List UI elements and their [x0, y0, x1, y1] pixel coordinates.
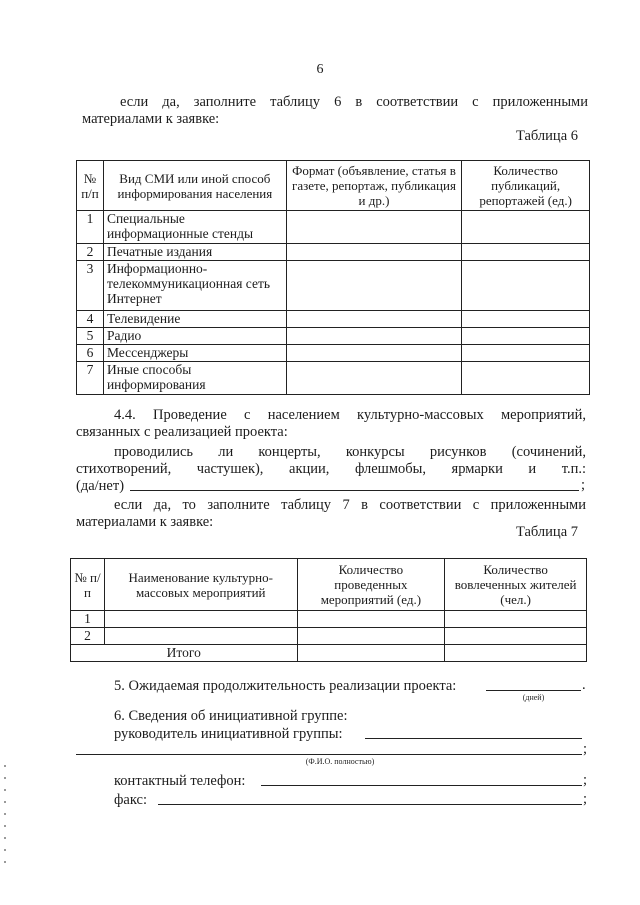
event-count-cell[interactable]: [297, 611, 445, 628]
row-num: 6: [77, 345, 104, 362]
row-num: 3: [77, 261, 104, 311]
table-header-row: [71, 559, 587, 611]
events-fill-instruction: если да, то заполните таблицу 7 в соответствии с приложенными: [114, 497, 586, 513]
count-cell[interactable]: [462, 328, 590, 345]
total-people-count-cell[interactable]: [445, 645, 587, 662]
count-cell[interactable]: [462, 261, 590, 311]
table-header-row: [77, 161, 590, 211]
header-format: Формат (объявление, статья в газете, репортаж, публикация и др.): [286, 161, 462, 211]
total-row: [71, 645, 587, 662]
table-row: [77, 261, 590, 311]
media-table: [76, 160, 590, 395]
page-number: 6: [316, 62, 324, 77]
event-name-cell[interactable]: [104, 628, 297, 645]
header-publication-count: Количество публикаций, репортажей (ед.): [462, 161, 590, 211]
events-answer-label: (да/нет): [76, 478, 125, 494]
events-table: [70, 558, 587, 662]
events-answer-field[interactable]: [130, 490, 579, 491]
header-num: № п/п: [77, 161, 104, 211]
table-6-label: Таблица 6: [515, 128, 578, 144]
header-media-type: Вид СМИ или иной способ информирования населения: [103, 161, 286, 211]
table-row: [77, 311, 590, 328]
row-media-type: Радио: [103, 328, 286, 345]
leader-end: ;: [583, 741, 588, 757]
header-people-count: Количество вовлеченных жителей (чел.): [445, 559, 587, 611]
table-row: [71, 628, 587, 645]
header-event-count: Количество проведенных мероприятий (ед.): [297, 559, 445, 611]
people-count-cell[interactable]: [445, 611, 587, 628]
row-num: 1: [77, 211, 104, 244]
format-cell[interactable]: [286, 244, 462, 261]
row-media-type: Информационно-телекоммуникационная сеть Интернет: [103, 261, 286, 311]
events-fill-instruction-cont: материалами к заявке:: [76, 514, 214, 530]
phone-field[interactable]: [261, 785, 582, 786]
row-num: 1: [71, 611, 105, 628]
format-cell[interactable]: [286, 311, 462, 328]
event-count-cell[interactable]: [297, 628, 445, 645]
row-media-type: Мессенджеры: [103, 345, 286, 362]
row-num: 2: [77, 244, 104, 261]
leader-name-field-cont[interactable]: [76, 754, 582, 755]
count-cell[interactable]: [462, 311, 590, 328]
format-cell[interactable]: [286, 211, 462, 244]
format-cell[interactable]: [286, 261, 462, 311]
duration-end: .: [582, 677, 586, 693]
table-7-label: Таблица 7: [515, 524, 578, 540]
leader-name-field[interactable]: [365, 738, 582, 739]
row-media-type: Печатные издания: [103, 244, 286, 261]
format-cell[interactable]: [286, 328, 462, 345]
fio-hint: (Ф.И.О. полностью): [305, 757, 375, 766]
fax-end: ;: [583, 791, 588, 807]
count-cell[interactable]: [462, 244, 590, 261]
row-num: 7: [77, 362, 104, 395]
row-media-type: Иные способы информирования: [103, 362, 286, 395]
events-question: проводились ли концерты, конкурсы рисунков (сочинений,: [114, 444, 586, 460]
table-row: [77, 345, 590, 362]
count-cell[interactable]: [462, 362, 590, 395]
media-fill-instruction-cont: материалами к заявке:: [82, 111, 220, 127]
table-row: [71, 611, 587, 628]
row-media-type: Специальные информационные стенды: [103, 211, 286, 244]
row-num: 4: [77, 311, 104, 328]
total-event-count-cell[interactable]: [297, 645, 445, 662]
row-media-type: Телевидение: [103, 311, 286, 328]
fax-label: факс:: [114, 792, 147, 808]
table-row: [77, 244, 590, 261]
count-cell[interactable]: [462, 211, 590, 244]
media-fill-instruction: если да, заполните таблицу 6 в соответствии с приложенными: [120, 94, 588, 110]
table-row: [77, 211, 590, 244]
table-row: [77, 328, 590, 345]
table-row: [77, 362, 590, 395]
section-4-4-heading: 4.4. Проведение с населением культурно-массовых мероприятий,: [114, 407, 586, 423]
section-4-4-heading-cont: связанных с реализацией проекта:: [76, 424, 288, 440]
events-question-cont: стихотворений, частушек), акции, флешмобы, ярмарки и т.п.:: [76, 461, 586, 477]
event-name-cell[interactable]: [104, 611, 297, 628]
row-num: 5: [77, 328, 104, 345]
count-cell[interactable]: [462, 345, 590, 362]
people-count-cell[interactable]: [445, 628, 587, 645]
phone-label: контактный телефон:: [114, 773, 246, 789]
phone-end: ;: [583, 772, 588, 788]
duration-label: 5. Ожидаемая продолжительность реализации проекта:: [114, 678, 457, 694]
leader-label: руководитель инициативной группы:: [114, 726, 343, 742]
header-event-name: Наименование культурно-массовых мероприятий: [104, 559, 297, 611]
duration-field[interactable]: [486, 690, 581, 691]
group-title: 6. Сведения об инициативной группе:: [114, 708, 348, 724]
fax-field[interactable]: [158, 804, 582, 805]
duration-unit-hint: (дней): [522, 693, 545, 702]
header-num: № п/п: [71, 559, 105, 611]
scan-binding-marks: [4, 765, 6, 865]
format-cell[interactable]: [286, 345, 462, 362]
events-answer-end: ;: [581, 477, 586, 493]
total-label: Итого: [71, 645, 298, 662]
row-num: 2: [71, 628, 105, 645]
format-cell[interactable]: [286, 362, 462, 395]
